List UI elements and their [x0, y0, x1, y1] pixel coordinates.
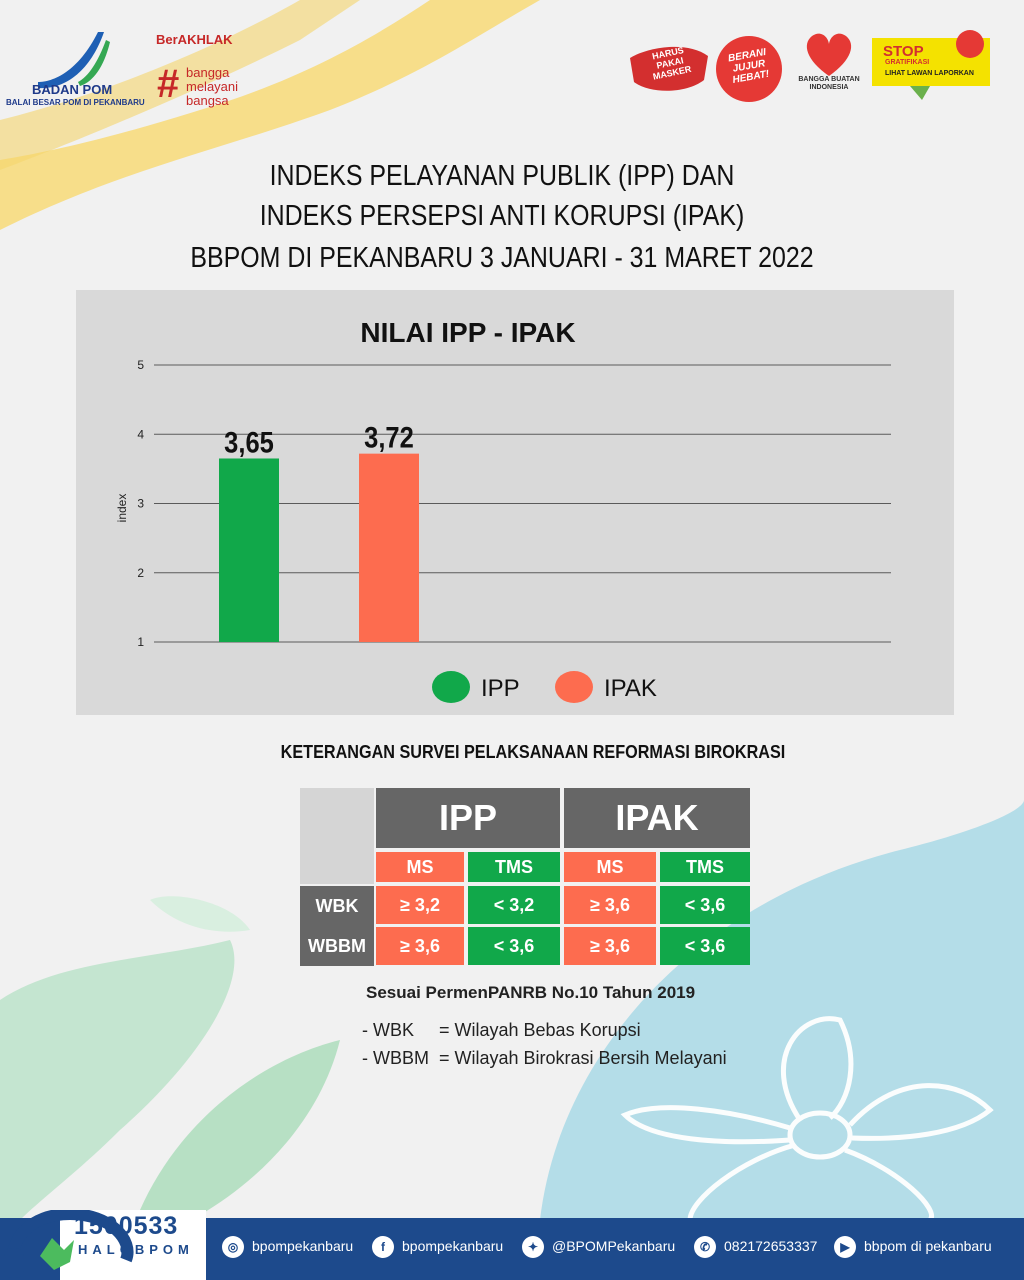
y-tick-label: 4 — [137, 427, 144, 442]
bangga-buatan-indonesia-icon — [796, 24, 862, 80]
youtube-channel[interactable]: bbpom di pekanbaru — [864, 1238, 992, 1254]
bar-ipak — [359, 454, 419, 642]
page-title-line-3: BBPOM DI PEKANBARU 3 JANUARI - 31 MARET 2022 — [190, 242, 814, 274]
table-cell: ≥ 3,6 — [564, 927, 656, 965]
y-axis-label: index — [115, 493, 129, 523]
y-tick-label: 3 — [137, 496, 144, 511]
page-title-line-2: INDEKS PERSEPSI ANTI KORUPSI (IPAK) — [259, 200, 745, 232]
data-label: 3,65 — [224, 425, 274, 459]
bpom-subtitle: BALAI BESAR POM DI PEKANBARU — [6, 98, 145, 107]
group-header-ipak: IPAK — [564, 788, 750, 848]
bpom-name: BADAN POM — [32, 82, 113, 97]
sub-header-ms: MS — [376, 852, 464, 882]
y-tick-label: 5 — [137, 358, 144, 372]
legend-swatch-ipak — [555, 671, 593, 703]
row-labels — [300, 886, 374, 966]
hotline-label: HALOBPOM — [78, 1242, 194, 1257]
whatsapp-number[interactable]: 082172653337 — [724, 1238, 818, 1254]
facebook-icon: f — [372, 1236, 394, 1258]
bangga-buatan-indonesia-text: BANGGA BUATAN INDONESIA — [798, 76, 860, 91]
hash-icon: # — [157, 62, 180, 106]
legend-label-ipp: IPP — [481, 675, 520, 702]
youtube-icon: ▶ — [834, 1236, 856, 1258]
table-cell: < 3,6 — [660, 886, 750, 924]
page-title-line-1: INDEKS PELAYANAN PUBLIK (IPP) DAN — [269, 160, 735, 192]
table-cell: ≥ 3,2 — [376, 886, 464, 924]
bar-chart — [76, 290, 954, 715]
instagram-handle[interactable]: bpompekanbaru — [252, 1238, 354, 1254]
group-header-ipp: IPP — [376, 788, 560, 848]
data-label: 3,72 — [364, 420, 414, 455]
legend-wbbm: - WBBM = Wilayah Birokrasi Bersih Melayani — [362, 1048, 727, 1068]
y-tick-label: 1 — [137, 635, 144, 649]
twitter-handle[interactable]: @BPOMPekanbaru — [552, 1238, 676, 1254]
mask-campaign-text: HARUS PAKAI MASKER — [651, 45, 693, 82]
y-tick-label: 2 — [137, 565, 144, 580]
sub-header-tms: TMS — [468, 852, 560, 882]
table-cell: < 3,2 — [468, 886, 560, 924]
whatsapp-icon: ✆ — [694, 1236, 716, 1258]
legend-wbk: - WBK = Wilayah Bebas Korupsi — [362, 1020, 641, 1040]
twitter-icon: ✦ — [522, 1236, 544, 1258]
stop-subtitle: GRATIFIKASI — [885, 59, 930, 66]
table-cell: < 3,6 — [660, 927, 750, 965]
hotline-number[interactable]: 1500533 — [74, 1212, 179, 1240]
bangga-melayani-logo: bangga melayani bangsa — [186, 65, 239, 108]
regulation-source: Sesuai PermenPANRB No.10 Tahun 2019 — [366, 983, 696, 1002]
bar-ipp — [219, 458, 279, 642]
sub-header-ms: MS — [564, 852, 656, 882]
table-cell: ≥ 3,6 — [376, 927, 464, 965]
reform-table — [300, 788, 752, 966]
chart-title: NILAI IPP - IPAK — [360, 317, 576, 348]
stop-title: STOP — [883, 43, 924, 60]
chart-panel — [76, 290, 954, 715]
table-cell: < 3,6 — [468, 927, 560, 965]
row-label-wbbm: WBBM — [308, 936, 366, 956]
table-corner — [300, 788, 374, 884]
berani-jujur-text: BERANI JUJUR HEBAT! — [727, 46, 771, 86]
berakhlak-logo: BerAKHLAK — [156, 32, 233, 47]
reform-heading: KETERANGAN SURVEI PELAKSANAAN REFORMASI BIROKRASI — [280, 742, 786, 762]
legend-label-ipak: IPAK — [604, 675, 657, 702]
row-label-wbk: WBK — [315, 896, 359, 916]
instagram-icon: ◎ — [222, 1236, 244, 1258]
stop-slogan: LIHAT LAWAN LAPORKAN — [885, 70, 974, 77]
legend-swatch-ipp — [432, 671, 470, 703]
sub-header-tms: TMS — [660, 852, 750, 882]
facebook-handle[interactable]: bpompekanbaru — [402, 1238, 504, 1254]
table-cell: ≥ 3,6 — [564, 886, 656, 924]
